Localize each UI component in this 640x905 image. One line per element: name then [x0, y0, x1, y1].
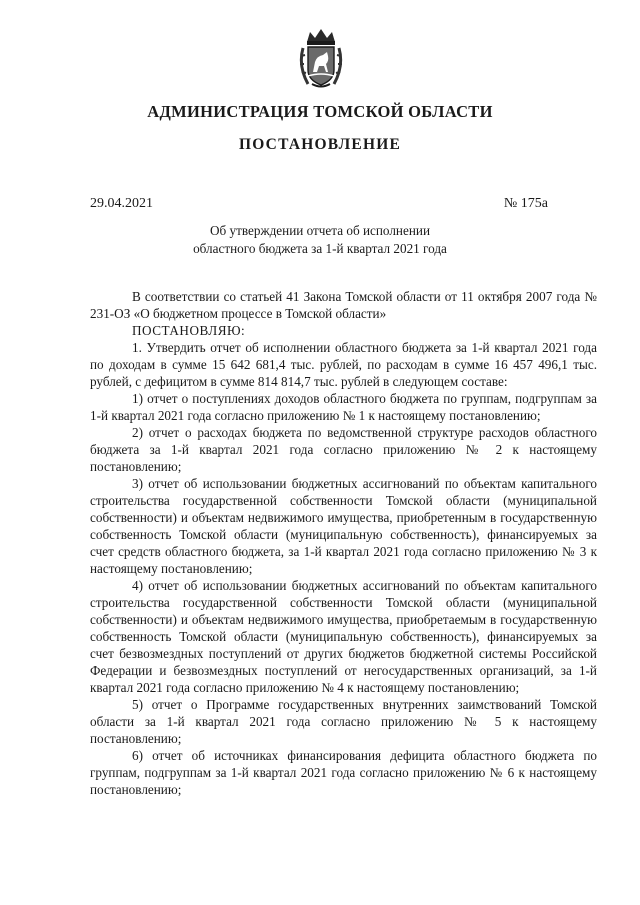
clause-1-paragraph: 1. Утвердить отчет об исполнении областного бюджета за 1-й квартал 2021 года по доходам в сумме 15 642 681,4 тыс. рублей, по расходам в сумме 16 457 496,1 тыс. рублей, с дефицитом в сумме 814 814,7 тыс. рублей в следующем составе: [90, 340, 597, 389]
list-item-5: 5) отчет о Программе государственных внутренних заимствований Томской области за 1-й квартал 2021 года согласно приложению № 5 к настоящему постановлению; [90, 697, 597, 746]
document-type: ПОСТАНОВЛЕНИЕ [238, 136, 402, 153]
document-date: 29.04.2021 [90, 196, 153, 211]
title-line: Об утверждении отчета об исполнении [209, 223, 431, 238]
list-item-4: 4) отчет об использовании бюджетных ассигнований по объектам капитального строительства государственной собственности Томской области (муниципальной собственности) и объектам недвижимого имущества, приобретаемым в государственную собственность Томской области (муниципальную собственность), финансируемых за счет безвозмездных поступлений от других бюджетов бюджетной системы Российской Федерации и безвозмездных поступлений от негосударственных организаций, за 1-й квартал 2021 года согласно приложению № 4 к настоящему постановлению; [90, 578, 597, 695]
organization-name: АДМИНИСТРАЦИЯ ТОМСКОЙ ОБЛАСТИ [147, 102, 493, 121]
document-number: № 175а [503, 196, 548, 211]
decree-keyword: ПОСТАНОВЛЯЮ: [132, 323, 246, 338]
list-item-6: 6) отчет об источниках финансирования дефицита областного бюджета по группам, подгруппам за 1-й квартал 2021 года согласно приложению № 6 к настоящему постановлению; [90, 748, 597, 797]
document-body [90, 288, 597, 798]
coat-of-arms-icon [298, 28, 344, 90]
document-title [0, 222, 640, 258]
list-item-2: 2) отчет о расходах бюджета по ведомственной структуре расходов областного бюджета за 1-й квартал 2021 года согласно приложению № 2 к настоящему постановлению; [90, 425, 597, 474]
preamble-paragraph: В соответствии со статьей 41 Закона Томской области от 11 октября 2007 года № 231-ОЗ «О бюджетном процессе в Томской области» [90, 289, 597, 321]
list-item-1: 1) отчет о поступлениях доходов областного бюджета по группам, подгруппам за 1-й квартал 2021 года согласно приложению № 1 к настоящему постановлению; [90, 391, 597, 423]
list-item-3: 3) отчет об использовании бюджетных ассигнований по объектам капитального строительства государственной собственности Томской области (муниципальной собственности) и объектам недвижимого имущества, приобретенным в государственную собственность Томской области (муниципальную собственность), финансируемых за счет средств областного бюджета, за 1-й квартал 2021 года согласно приложению № 3 к настоящему постановлению; [90, 476, 597, 576]
title-line: областного бюджета за 1-й квартал 2021 года [193, 241, 447, 256]
